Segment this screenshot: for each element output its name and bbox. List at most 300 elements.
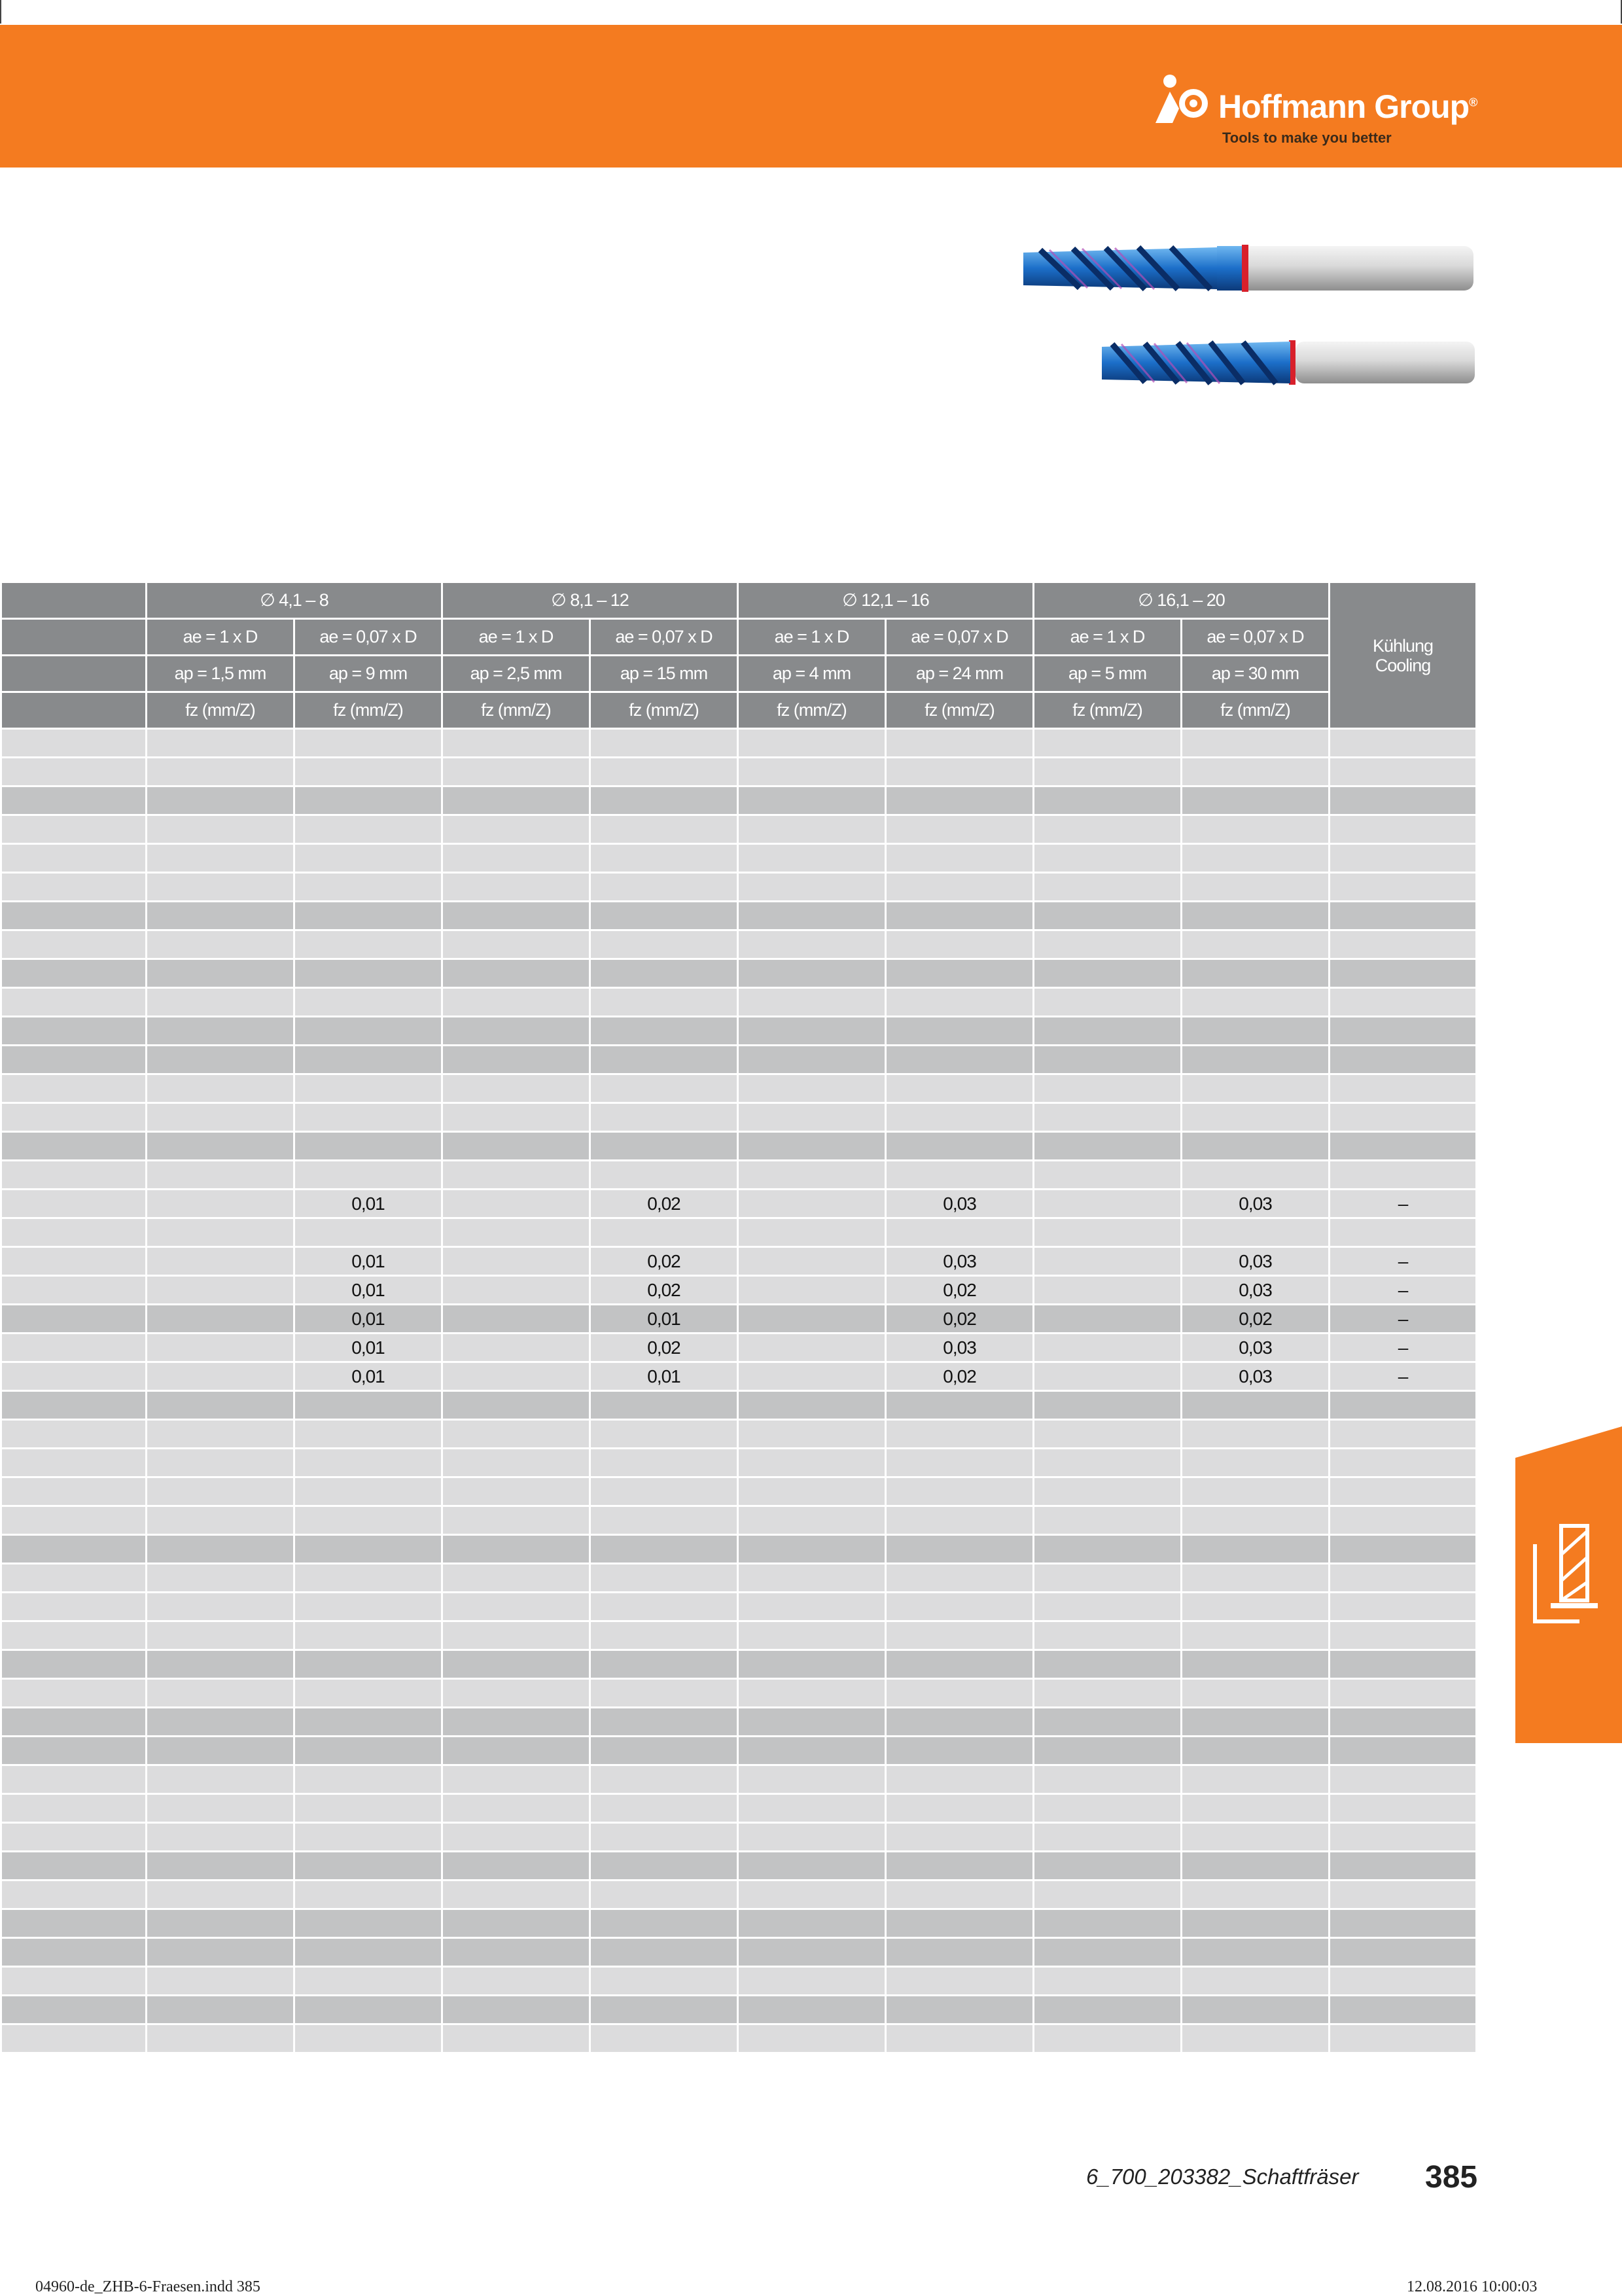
ap-header-row	[1, 656, 1477, 692]
cooling-cell	[1330, 988, 1477, 1017]
material-cell	[1, 758, 147, 786]
feed-cell: 0,03	[1182, 1190, 1330, 1218]
feed-cell	[886, 988, 1034, 1017]
feed-cell	[738, 1132, 886, 1161]
hoffmann-logo: Hoffmann Group® Tools to make you better	[1153, 73, 1480, 152]
feed-cell: 0,01	[590, 1362, 738, 1391]
ap-header-cell: ap = 2,5 mm	[442, 656, 590, 692]
feed-cell	[886, 815, 1034, 844]
feed-cell	[1034, 959, 1182, 988]
table-row	[1, 959, 1477, 988]
feed-cell	[294, 1938, 442, 1967]
feed-cell	[147, 1593, 294, 1621]
feed-cell	[886, 959, 1034, 988]
feed-cell	[1034, 1679, 1182, 1708]
feed-cell	[590, 758, 738, 786]
feed-cell	[1182, 1074, 1330, 1103]
feed-cell	[1034, 2024, 1182, 2053]
ae-header-cell: ae = 1 x D	[1034, 619, 1182, 656]
feed-cell	[738, 1420, 886, 1449]
feed-cell	[590, 1161, 738, 1190]
ap-header-cell: ap = 4 mm	[738, 656, 886, 692]
feed-cell	[147, 1477, 294, 1506]
feed-cell	[1182, 1564, 1330, 1593]
feed-cell	[886, 1017, 1034, 1046]
table-row	[1, 1132, 1477, 1161]
table-row	[1, 988, 1477, 1017]
feed-cell	[442, 1190, 590, 1218]
feed-cell	[886, 1046, 1034, 1074]
feed-cell	[590, 2024, 738, 2053]
table-row	[1, 1737, 1477, 1765]
feed-cell: 0,02	[886, 1305, 1034, 1333]
feed-cell	[1182, 1132, 1330, 1161]
feed-cell	[1182, 1852, 1330, 1881]
feed-cell	[738, 2024, 886, 2053]
feed-cell	[442, 1074, 590, 1103]
feed-cell	[294, 786, 442, 815]
feed-cell	[1182, 1967, 1330, 1996]
feed-cell	[590, 1650, 738, 1679]
feed-cell	[886, 1391, 1034, 1420]
table-row	[1, 1074, 1477, 1103]
feed-cell	[1034, 1737, 1182, 1765]
feed-cell	[442, 1535, 590, 1564]
feed-cell	[442, 786, 590, 815]
feed-cell	[738, 1708, 886, 1737]
cooling-cell	[1330, 1477, 1477, 1506]
feed-cell	[886, 1506, 1034, 1535]
feed-cell	[590, 930, 738, 959]
feed-cell	[738, 729, 886, 758]
feed-cell	[1034, 1420, 1182, 1449]
material-cell	[1, 1046, 147, 1074]
feed-cell	[886, 2024, 1034, 2053]
feed-cell	[1182, 1420, 1330, 1449]
feed-cell	[294, 1218, 442, 1247]
table-row	[1, 1190, 1477, 1218]
feed-cell	[1034, 1535, 1182, 1564]
feed-cell	[738, 959, 886, 988]
feed-cell	[1034, 1823, 1182, 1852]
material-cell	[1, 1333, 147, 1362]
cooling-cell: –	[1330, 1362, 1477, 1391]
table-row	[1, 1621, 1477, 1650]
table-row	[1, 758, 1477, 786]
table-row	[1, 1967, 1477, 1996]
feed-cell	[147, 1967, 294, 1996]
material-cell	[1, 1305, 147, 1333]
feed-cell	[590, 1765, 738, 1794]
material-cell	[1, 1132, 147, 1161]
feed-cell	[886, 729, 1034, 758]
print-slug-file: 04960-de_ZHB-6-Fraesen.indd 385	[35, 2278, 260, 2295]
feed-cell	[886, 758, 1034, 786]
feed-cell	[1034, 1708, 1182, 1737]
feed-cell	[294, 873, 442, 902]
feed-cell	[886, 1852, 1034, 1881]
cooling-cell	[1330, 1794, 1477, 1823]
feed-cell	[886, 1161, 1034, 1190]
feed-cell	[1034, 930, 1182, 959]
feed-cell	[1182, 786, 1330, 815]
feed-cell	[590, 1679, 738, 1708]
feed-cell	[886, 1794, 1034, 1823]
feed-cell: 0,02	[590, 1276, 738, 1305]
feed-cell: 0,01	[294, 1362, 442, 1391]
feed-cell	[1034, 988, 1182, 1017]
category-side-tab	[1515, 1426, 1622, 1743]
feed-cell	[147, 1074, 294, 1103]
feed-cell	[147, 1996, 294, 2024]
cooling-cell	[1330, 1420, 1477, 1449]
feed-cell	[886, 1449, 1034, 1477]
material-cell	[1, 1938, 147, 1967]
feed-cell	[886, 1650, 1034, 1679]
cooling-cell	[1330, 815, 1477, 844]
diameter-group-header: ∅ 12,1 – 16	[738, 582, 1034, 619]
feed-cell	[1182, 1708, 1330, 1737]
feed-cell	[738, 1535, 886, 1564]
table-row	[1, 2024, 1477, 2053]
feed-cell	[590, 786, 738, 815]
feed-cell	[886, 786, 1034, 815]
cooling-cell: –	[1330, 1305, 1477, 1333]
feed-cell	[294, 1103, 442, 1132]
feed-cell	[590, 1593, 738, 1621]
material-cell	[1, 1017, 147, 1046]
feed-cell: 0,02	[1182, 1305, 1330, 1333]
end-mill-long-image	[1021, 239, 1479, 297]
feed-cell	[1182, 1391, 1330, 1420]
cooling-cell	[1330, 1506, 1477, 1535]
feed-cell	[294, 1679, 442, 1708]
table-row	[1, 1391, 1477, 1420]
feed-cell	[147, 1449, 294, 1477]
fz-header-cell: fz (mm/Z)	[1182, 692, 1330, 729]
table-row	[1, 815, 1477, 844]
feed-cell	[738, 1046, 886, 1074]
feed-cell	[1034, 1852, 1182, 1881]
table-row	[1, 1881, 1477, 1909]
feed-cell	[147, 786, 294, 815]
diameter-group-header: ∅ 4,1 – 8	[147, 582, 442, 619]
table-row	[1, 786, 1477, 815]
feed-cell	[886, 1967, 1034, 1996]
feed-cell	[738, 1276, 886, 1305]
feed-cell	[294, 1881, 442, 1909]
feed-cell	[294, 1765, 442, 1794]
feed-cell	[886, 1564, 1034, 1593]
ae-header-cell: ae = 1 x D	[442, 619, 590, 656]
feed-cell	[886, 1881, 1034, 1909]
feed-cell	[294, 1967, 442, 1996]
feed-cell	[294, 1794, 442, 1823]
ap-header-cell: ap = 5 mm	[1034, 656, 1182, 692]
cooling-cell	[1330, 930, 1477, 959]
feed-cell	[1182, 1679, 1330, 1708]
feed-cell: 0,01	[294, 1305, 442, 1333]
ae-header-cell: ae = 0,07 x D	[886, 619, 1034, 656]
feed-cell	[442, 1506, 590, 1535]
feed-cell	[886, 902, 1034, 930]
feed-cell	[442, 1420, 590, 1449]
feed-cell	[886, 1477, 1034, 1506]
feed-cell	[886, 844, 1034, 873]
feed-cell	[294, 959, 442, 988]
table-row	[1, 1852, 1477, 1881]
feed-cell	[147, 1103, 294, 1132]
material-cell	[1, 1247, 147, 1276]
feed-cell: 0,01	[294, 1247, 442, 1276]
cooling-cell	[1330, 1535, 1477, 1564]
feed-cell	[147, 758, 294, 786]
feed-cell: 0,01	[590, 1305, 738, 1333]
feed-cell	[442, 815, 590, 844]
feed-cell	[147, 1679, 294, 1708]
cooling-cell	[1330, 1218, 1477, 1247]
feed-cell	[738, 902, 886, 930]
feed-cell: 0,03	[1182, 1362, 1330, 1391]
feed-cell	[590, 1737, 738, 1765]
feed-cell	[147, 1046, 294, 1074]
feed-cell	[442, 1103, 590, 1132]
feed-cell	[590, 1449, 738, 1477]
material-cell	[1, 1765, 147, 1794]
feed-cell	[294, 1621, 442, 1650]
cooling-cell	[1330, 1708, 1477, 1737]
feed-cell	[147, 1852, 294, 1881]
diameter-group-header: ∅ 16,1 – 20	[1034, 582, 1330, 619]
feed-cell	[294, 1046, 442, 1074]
feed-cell	[442, 1909, 590, 1938]
cooling-cell	[1330, 1823, 1477, 1852]
feed-cell	[590, 1103, 738, 1132]
feed-cell	[590, 959, 738, 988]
feed-cell	[147, 1708, 294, 1737]
feed-cell	[886, 1938, 1034, 1967]
feed-cell: 0,03	[1182, 1247, 1330, 1276]
feed-cell: 0,03	[886, 1247, 1034, 1276]
feed-cell	[738, 1247, 886, 1276]
feed-cell	[738, 1017, 886, 1046]
feed-cell	[442, 1333, 590, 1362]
feed-cell	[147, 1535, 294, 1564]
feed-cell	[442, 1938, 590, 1967]
feed-cell: 0,03	[886, 1190, 1034, 1218]
table-row	[1, 1938, 1477, 1967]
feed-cell: 0,02	[886, 1276, 1034, 1305]
feed-cell	[1182, 1621, 1330, 1650]
feed-cell	[590, 1218, 738, 1247]
feed-cell	[590, 1909, 738, 1938]
feed-cell	[1034, 1909, 1182, 1938]
feed-cell	[294, 1506, 442, 1535]
feed-cell	[442, 988, 590, 1017]
cooling-cell	[1330, 1881, 1477, 1909]
feed-cell	[294, 1535, 442, 1564]
material-cell	[1, 873, 147, 902]
feed-cell	[886, 930, 1034, 959]
print-slug-date: 12.08.2016 10:00:03	[1407, 2278, 1538, 2295]
feed-cell	[147, 844, 294, 873]
feed-cell	[147, 1190, 294, 1218]
feed-cell	[294, 1737, 442, 1765]
ap-header-cell: ap = 15 mm	[590, 656, 738, 692]
feed-cell	[442, 1679, 590, 1708]
feed-cell	[738, 988, 886, 1017]
feed-cell	[1182, 2024, 1330, 2053]
cooling-cell	[1330, 1103, 1477, 1132]
feed-cell	[1182, 1737, 1330, 1765]
cooling-cell	[1330, 2024, 1477, 2053]
feed-cell	[590, 1477, 738, 1506]
table-row	[1, 930, 1477, 959]
feed-cell	[590, 1017, 738, 1046]
feed-cell	[442, 1996, 590, 2024]
material-cell	[1, 1650, 147, 1679]
feed-cell	[147, 1017, 294, 1046]
material-cell	[1, 1161, 147, 1190]
feed-cell	[147, 1621, 294, 1650]
feed-cell	[294, 902, 442, 930]
feed-cell	[1182, 1909, 1330, 1938]
feed-cell	[1182, 815, 1330, 844]
feed-cell	[1034, 1506, 1182, 1535]
diameter-group-header: ∅ 8,1 – 12	[442, 582, 738, 619]
crop-mark	[0, 0, 1, 24]
feed-cell	[886, 1708, 1034, 1737]
material-cell	[1, 1708, 147, 1737]
table-row	[1, 902, 1477, 930]
feed-cell	[1182, 1103, 1330, 1132]
fz-header-cell: fz (mm/Z)	[147, 692, 294, 729]
feed-cell	[1034, 1046, 1182, 1074]
feed-cell	[590, 1823, 738, 1852]
cooling-cell	[1330, 1938, 1477, 1967]
feed-cell: 0,03	[1182, 1333, 1330, 1362]
feed-cell	[442, 844, 590, 873]
feed-cell	[1182, 1161, 1330, 1190]
feed-cell	[442, 902, 590, 930]
cooling-cell	[1330, 1679, 1477, 1708]
table-row	[1, 1247, 1477, 1276]
material-cell	[1, 1593, 147, 1621]
cooling-cell	[1330, 786, 1477, 815]
feed-cell	[147, 988, 294, 1017]
feed-cell	[590, 729, 738, 758]
feed-cell	[294, 1161, 442, 1190]
cooling-cell	[1330, 1737, 1477, 1765]
material-cell	[1, 988, 147, 1017]
material-cell	[1, 1881, 147, 1909]
feed-cell	[1034, 1938, 1182, 1967]
cooling-cell	[1330, 1391, 1477, 1420]
feed-cell	[590, 1708, 738, 1737]
feed-cell	[442, 1161, 590, 1190]
feed-cell	[1034, 1967, 1182, 1996]
ae-header-cell: ae = 0,07 x D	[590, 619, 738, 656]
feed-cell	[886, 1909, 1034, 1938]
feed-cell	[1034, 1017, 1182, 1046]
feed-cell	[442, 930, 590, 959]
ap-header-cell: ap = 24 mm	[886, 656, 1034, 692]
feed-cell	[738, 1506, 886, 1535]
feed-cell	[738, 1967, 886, 1996]
feed-cell	[147, 1765, 294, 1794]
table-row	[1, 1333, 1477, 1362]
feed-cell	[1182, 1477, 1330, 1506]
feed-cell	[590, 1391, 738, 1420]
feed-cell	[590, 1564, 738, 1593]
material-cell	[1, 1679, 147, 1708]
table-row	[1, 1046, 1477, 1074]
feed-cell	[738, 815, 886, 844]
feed-cell	[442, 1017, 590, 1046]
cooling-cell	[1330, 844, 1477, 873]
diameter-header-row	[1, 582, 1477, 619]
material-cell	[1, 1967, 147, 1996]
feed-cell	[1034, 1362, 1182, 1391]
feed-cell	[1034, 1074, 1182, 1103]
cooling-cell	[1330, 873, 1477, 902]
feed-cell	[1182, 1535, 1330, 1564]
feed-cell	[738, 1593, 886, 1621]
material-cell	[1, 1564, 147, 1593]
cooling-cell	[1330, 1650, 1477, 1679]
feed-cell	[738, 1449, 886, 1477]
feed-cell: 0,02	[590, 1190, 738, 1218]
header-blank-cell	[1, 619, 147, 656]
feed-cell	[147, 1564, 294, 1593]
material-cell	[1, 786, 147, 815]
cooling-cell	[1330, 902, 1477, 930]
feed-cell	[1182, 988, 1330, 1017]
feed-cell	[147, 873, 294, 902]
feed-cell	[590, 1132, 738, 1161]
feed-cell	[294, 1132, 442, 1161]
feed-cell	[738, 1218, 886, 1247]
feed-cell	[147, 1737, 294, 1765]
feed-cell: 0,03	[886, 1333, 1034, 1362]
table-row	[1, 1017, 1477, 1046]
feed-cell	[738, 1938, 886, 1967]
feed-cell	[442, 1621, 590, 1650]
feed-cell	[886, 1535, 1034, 1564]
feed-cell	[1034, 1161, 1182, 1190]
cooling-cell	[1330, 1449, 1477, 1477]
feed-cell	[738, 873, 886, 902]
feed-cell	[442, 1564, 590, 1593]
feed-cell	[147, 1161, 294, 1190]
feed-cell	[147, 1909, 294, 1938]
brand-tagline: Tools to make you better	[1222, 130, 1392, 146]
feed-cell	[886, 1074, 1034, 1103]
feed-cell	[886, 1593, 1034, 1621]
feed-cell	[442, 1362, 590, 1391]
table-row	[1, 1765, 1477, 1794]
feed-cell	[886, 1103, 1034, 1132]
feed-cell	[1182, 873, 1330, 902]
table-row	[1, 1362, 1477, 1391]
feed-cell	[590, 873, 738, 902]
feed-cell	[738, 1074, 886, 1103]
material-cell	[1, 1535, 147, 1564]
feed-cell	[590, 1881, 738, 1909]
feed-cell	[738, 1305, 886, 1333]
feed-cell	[1182, 1218, 1330, 1247]
table-row	[1, 1650, 1477, 1679]
